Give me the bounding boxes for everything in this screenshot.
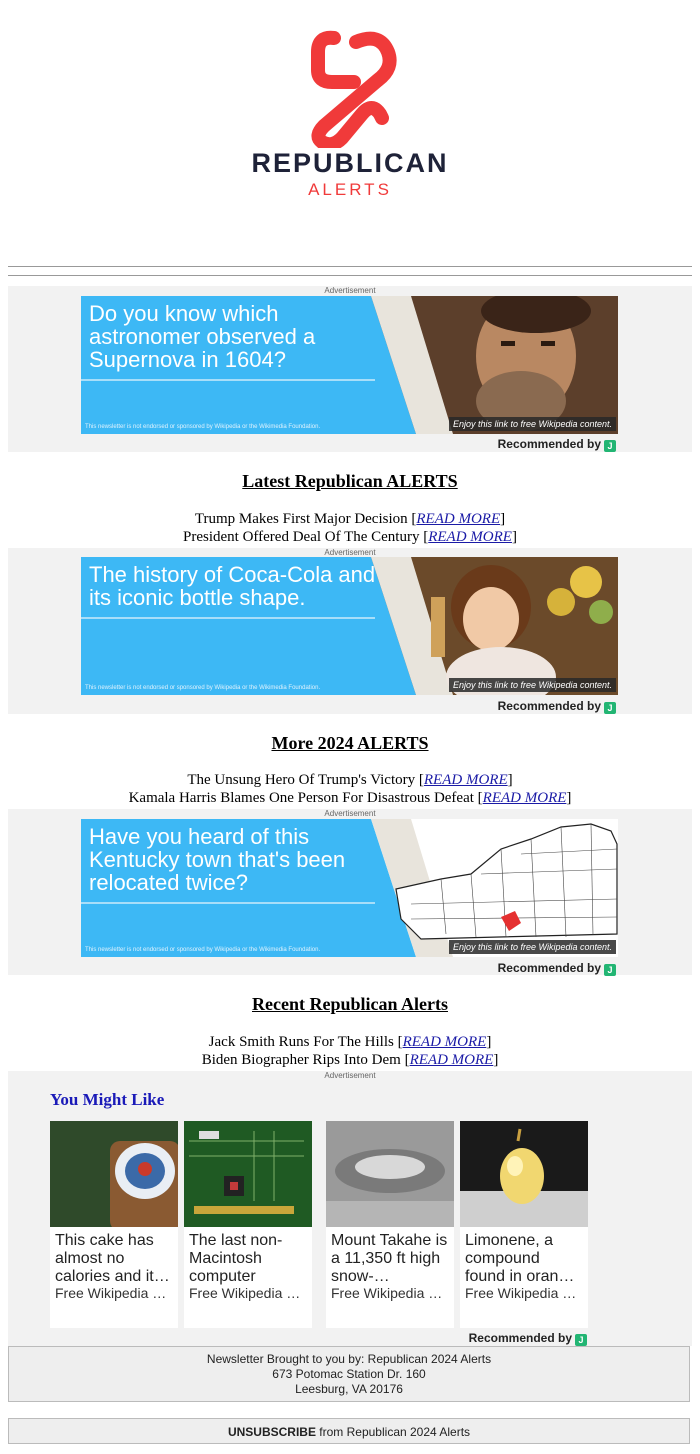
card-source: Free Wikipedia c…	[189, 1285, 307, 1301]
story-line: Biden Biographer Rips Into Dem [READ MORE]	[201, 1052, 499, 1068]
ad-label: Advertisement	[324, 809, 376, 818]
recommender-logo-icon: J	[604, 440, 616, 452]
recommended-by[interactable]	[469, 1331, 587, 1346]
read-more-link[interactable]: READ MORE	[482, 790, 567, 806]
card-source: Free Wikipedia c…	[465, 1285, 583, 1301]
read-more-link[interactable]: READ MORE	[409, 1052, 494, 1068]
footer-city: Leesburg, VA 20176	[295, 1382, 403, 1396]
ad-disclaimer: This newsletter is not endorsed or sponsored by Wikipedia or the Wikimedia Foundation.	[85, 424, 321, 430]
divider	[8, 275, 692, 276]
story-line: Jack Smith Runs For The Hills [READ MORE]	[208, 1034, 492, 1050]
recommender-logo-icon: J	[604, 964, 616, 976]
ad-band	[8, 809, 692, 975]
divider	[81, 617, 375, 619]
you-might-like-title: You Might Like	[50, 1090, 165, 1109]
recommendation-card[interactable]	[184, 1121, 312, 1328]
logo-wordmark: REPUBLICAN	[251, 148, 449, 178]
cake-thumbnail-image	[50, 1121, 178, 1227]
story-line: Kamala Harris Blames One Person For Disastrous Defeat [READ MORE]	[128, 790, 572, 806]
story-line: President Offered Deal Of The Century [READ MORE]	[183, 529, 517, 545]
ad-label: Advertisement	[324, 286, 376, 295]
ad-band	[8, 286, 692, 452]
read-more-link[interactable]: READ MORE	[402, 1034, 487, 1050]
ad-headline: Have you heard of this Kentucky town that's been relocated twice?	[89, 824, 346, 895]
card-title: Mount Takahe is a 11,350 ft high snow-…	[331, 1232, 448, 1285]
circuit-board-thumbnail-image	[184, 1121, 312, 1227]
lemon-thumbnail-image	[460, 1121, 588, 1227]
ad-disclaimer: This newsletter is not endorsed or sponsored by Wikipedia or the Wikimedia Foundation.	[85, 947, 321, 953]
read-more-link[interactable]: READ MORE	[428, 529, 512, 545]
divider	[81, 902, 375, 904]
card-title: This cake has almost no calories and it…	[55, 1232, 170, 1285]
divider	[81, 379, 375, 381]
divider	[8, 266, 692, 267]
ad-disclaimer: This newsletter is not endorsed or sponsored by Wikipedia or the Wikimedia Foundation.	[85, 685, 321, 691]
ad-caption: Enjoy this link to free Wikipedia content.	[449, 417, 616, 431]
ad-label: Advertisement	[324, 548, 376, 557]
ad-label: Advertisement	[324, 1071, 376, 1080]
recommended-by-label: Recommended by	[497, 961, 601, 975]
read-more-link[interactable]: READ MORE	[423, 772, 508, 788]
recommended-by-label: Recommended by	[497, 437, 601, 451]
logo-mark-icon	[296, 30, 400, 148]
ad-band	[8, 548, 692, 714]
newsletter-footer	[8, 1346, 690, 1402]
story-title: Kamala Harris Blames One Person For Disastrous Defeat	[128, 790, 474, 806]
ad-banner[interactable]	[81, 296, 618, 434]
story-line: The Unsung Hero Of Trump's Victory [READ MORE]	[187, 772, 513, 788]
recommendation-card[interactable]	[326, 1121, 454, 1328]
recommended-by[interactable]	[498, 699, 616, 714]
card-title: Limonene, a compound found in oran…	[465, 1232, 575, 1285]
recommended-by-label: Recommended by	[497, 699, 601, 713]
story-title: President Offered Deal Of The Century	[183, 529, 420, 545]
recommendation-card[interactable]	[460, 1121, 588, 1328]
section-heading: More 2024 ALERTS	[271, 733, 429, 753]
mountain-thumbnail-image	[326, 1121, 454, 1227]
card-source: Free Wikipedia c…	[55, 1285, 173, 1301]
ad-caption: Enjoy this link to free Wikipedia content.	[449, 678, 616, 692]
ad-banner[interactable]	[81, 557, 618, 695]
recommender-logo-icon: J	[575, 1334, 587, 1346]
card-title: The last non-Macintosh computer	[189, 1232, 283, 1285]
ad-caption: Enjoy this link to free Wikipedia content.	[449, 940, 616, 954]
story-title: Trump Makes First Major Decision	[194, 511, 408, 527]
recommender-logo-icon: J	[604, 702, 616, 714]
ad-headline: Do you know which astronomer observed a Supernova in 1604?	[89, 301, 316, 372]
footer-address: 673 Potomac Station Dr. 160	[272, 1367, 426, 1381]
recommendation-card[interactable]	[50, 1121, 178, 1328]
recommended-by[interactable]	[498, 961, 616, 976]
ad-banner[interactable]	[81, 819, 618, 957]
unsubscribe-text: from Republican 2024 Alerts	[315, 1425, 471, 1439]
unsubscribe-action: UNSUBSCRIBE	[227, 1425, 316, 1439]
header-logo[interactable]	[0, 0, 700, 255]
story-title: The Unsung Hero Of Trump's Victory	[187, 772, 416, 788]
story-line: Trump Makes First Major Decision [READ MORE]	[194, 511, 506, 527]
read-more-link[interactable]: READ MORE	[416, 511, 501, 527]
unsubscribe-link[interactable]	[8, 1418, 690, 1444]
section-heading: Recent Republican Alerts	[252, 994, 448, 1014]
logo-subtitle: ALERTS	[308, 180, 392, 199]
story-title: Jack Smith Runs For The Hills	[208, 1034, 394, 1050]
story-title: Biden Biographer Rips Into Dem	[201, 1052, 401, 1068]
recommended-by-label: Recommended by	[468, 1331, 572, 1345]
section-heading: Latest Republican ALERTS	[242, 471, 458, 491]
card-source: Free Wikipedia c…	[331, 1285, 449, 1301]
recommended-by[interactable]	[498, 437, 616, 452]
ad-headline: The history of Coca-Cola and its iconic bottle shape.	[89, 562, 376, 610]
footer-sender: Newsletter Brought to you by: Republican 2024 Alerts	[206, 1352, 492, 1366]
